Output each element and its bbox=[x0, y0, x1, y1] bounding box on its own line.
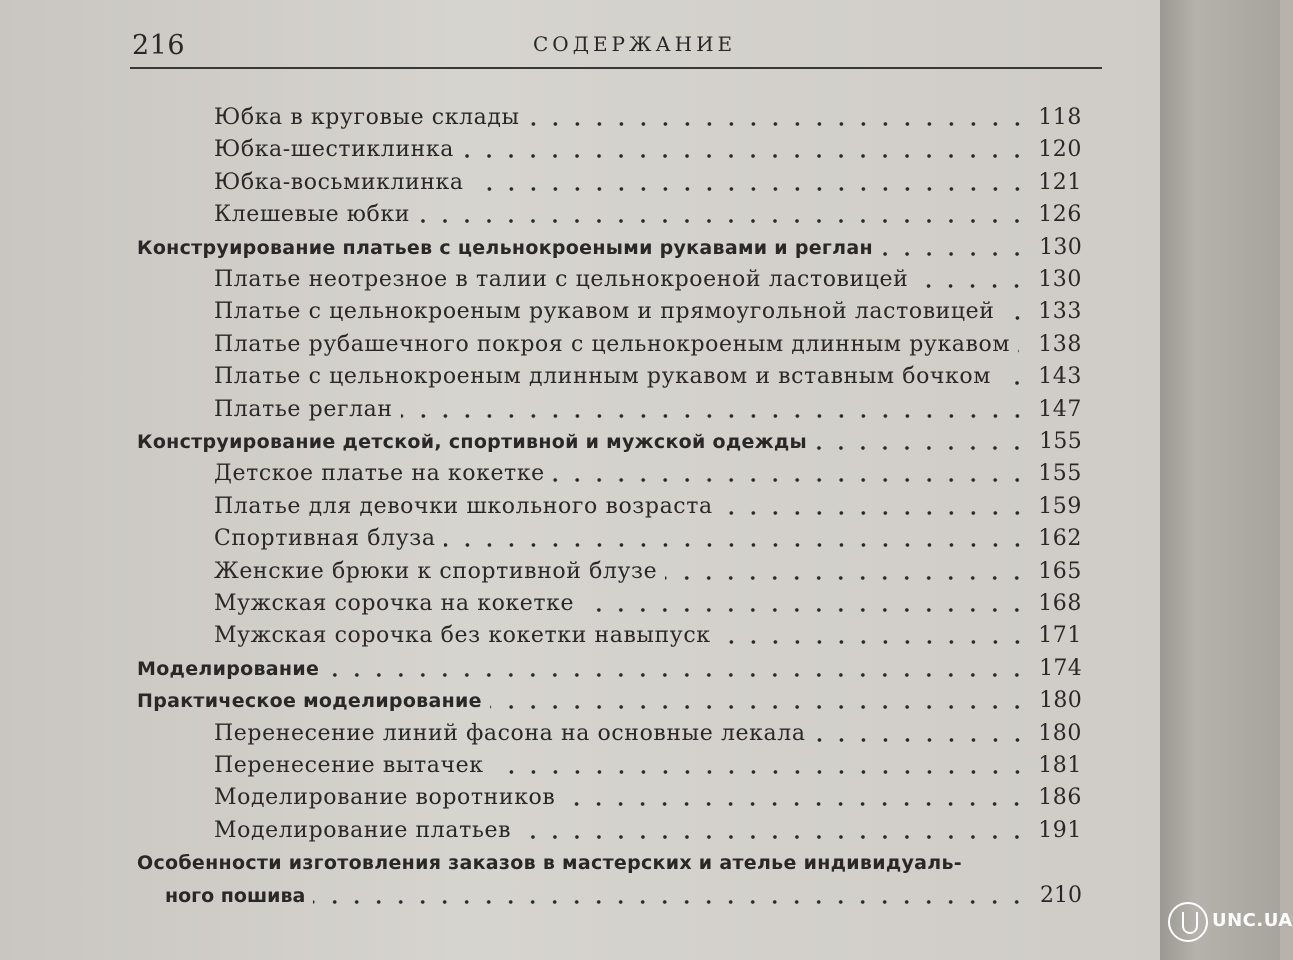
dot-leader bbox=[999, 381, 1028, 385]
toc-entry-title: Платье рубашечного покроя с цельнокроеным длинным рукавом bbox=[214, 331, 1011, 357]
toc-entry-title: Клешевые юбки bbox=[214, 202, 411, 228]
toc-entry bbox=[214, 132, 1082, 164]
toc-entry bbox=[165, 878, 1082, 910]
dot-leader bbox=[721, 511, 1028, 515]
toc-page-number: 191 bbox=[1038, 817, 1082, 843]
dot-leader bbox=[665, 576, 1028, 580]
toc-entry bbox=[214, 716, 1082, 748]
toc-entry bbox=[214, 294, 1082, 326]
toc-entry bbox=[214, 197, 1082, 229]
toc-entry-title: Моделирование платьев bbox=[214, 817, 512, 843]
dot-leader bbox=[418, 219, 1028, 223]
dot-leader bbox=[563, 802, 1028, 806]
dot-leader bbox=[553, 478, 1028, 482]
toc-entry-title: Детское платье на кокетке bbox=[214, 461, 545, 487]
toc-entry-title: Платье с цельнокроеным длинным рукавом и вставным бочком bbox=[214, 364, 991, 390]
toc-entry bbox=[214, 521, 1082, 553]
dot-leader bbox=[462, 154, 1028, 158]
toc-page-number: 121 bbox=[1038, 169, 1082, 195]
toc-entry-title: Мужская сорочка без кокетки навыпуск bbox=[214, 623, 711, 649]
header-rule bbox=[130, 67, 1102, 69]
toc-page-number: 126 bbox=[1038, 202, 1082, 228]
toc-entry bbox=[214, 780, 1082, 812]
toc-entry-title: Перенесение линий фасона на основные лекала bbox=[214, 720, 806, 746]
dot-leader bbox=[1003, 316, 1028, 320]
toc-page-number: 130 bbox=[1038, 267, 1082, 292]
toc-entry bbox=[214, 554, 1082, 586]
toc-page-number: 168 bbox=[1038, 591, 1082, 616]
toc-entry-title: Практическое моделирование bbox=[137, 690, 482, 713]
toc-entry-title: Платье с цельнокроеным рукавом и прямоугольной ластовицей bbox=[214, 299, 995, 325]
toc-page-number: 143 bbox=[1038, 364, 1082, 390]
toc-entry bbox=[214, 359, 1082, 391]
toc-entry-title: Платье для девочки школьного возраста bbox=[214, 493, 713, 519]
toc-page-number: 155 bbox=[1038, 461, 1082, 487]
running-title: СОДЕРЖАНИЕ bbox=[533, 32, 737, 56]
toc-entry-title: Моделирование воротников bbox=[214, 785, 556, 811]
book-spine bbox=[1160, 0, 1280, 960]
dot-leader bbox=[327, 673, 1028, 677]
toc-entry bbox=[214, 392, 1082, 424]
dot-leader bbox=[519, 835, 1028, 839]
toc-entry bbox=[214, 618, 1082, 650]
page-number: 216 bbox=[132, 30, 186, 61]
trident-icon bbox=[1168, 902, 1208, 942]
toc-page-number: 181 bbox=[1038, 753, 1082, 778]
toc-page-number: 174 bbox=[1039, 655, 1082, 681]
toc-entry-title: Моделирование bbox=[137, 657, 320, 680]
toc-entry-title: Платье неотрезное в талии с цельнокроеной ластовицей bbox=[214, 267, 909, 292]
toc-page-number: 147 bbox=[1038, 396, 1082, 422]
dot-leader bbox=[492, 770, 1028, 774]
toc-page-number: 138 bbox=[1038, 331, 1082, 357]
dot-leader bbox=[401, 414, 1028, 418]
toc-page-number: 155 bbox=[1039, 429, 1082, 454]
toc-section bbox=[137, 230, 1082, 262]
toc-entry-title: Особенности изготовления заказов в мастерских и ателье индивидуаль- bbox=[137, 852, 962, 875]
toc-page-number: 133 bbox=[1038, 299, 1082, 325]
toc-page-number: 159 bbox=[1038, 493, 1082, 519]
toc-entry-title: Платье реглан bbox=[214, 396, 393, 422]
toc-entry-title: Юбка в круговые склады bbox=[214, 105, 520, 130]
toc-entry bbox=[214, 748, 1082, 780]
dot-leader bbox=[582, 608, 1028, 612]
toc-entry-title: Спортивная блуза bbox=[214, 526, 436, 552]
dot-leader bbox=[444, 543, 1028, 547]
dot-leader bbox=[528, 122, 1028, 126]
toc-entry bbox=[214, 327, 1082, 359]
toc-entry bbox=[214, 456, 1082, 488]
toc-page-number: 130 bbox=[1039, 234, 1082, 260]
toc-section bbox=[137, 845, 1082, 877]
dot-leader bbox=[814, 738, 1028, 742]
dot-leader bbox=[490, 705, 1028, 709]
watermark bbox=[1168, 898, 1293, 950]
toc-entry-title: Юбка-восьмиклинка bbox=[214, 169, 464, 195]
dot-leader bbox=[719, 640, 1028, 644]
toc-entry-title: Женские брюки к спортивной блузе bbox=[214, 558, 658, 584]
toc-page-number: 180 bbox=[1039, 688, 1082, 714]
toc-section bbox=[137, 651, 1082, 683]
toc-page-number: 180 bbox=[1038, 720, 1082, 746]
toc-page-number: 118 bbox=[1038, 105, 1082, 130]
toc-page-number: 120 bbox=[1038, 137, 1082, 163]
toc-entry bbox=[214, 100, 1082, 132]
toc-entry-title: Мужская сорочка на кокетке bbox=[214, 591, 575, 616]
toc-entry bbox=[214, 262, 1082, 294]
toc-entry bbox=[214, 813, 1082, 845]
toc-page-number: 162 bbox=[1038, 526, 1082, 552]
toc-section bbox=[137, 683, 1082, 715]
dot-leader bbox=[1018, 349, 1028, 353]
toc-entry bbox=[214, 165, 1082, 197]
dot-leader bbox=[916, 284, 1028, 288]
dot-leader bbox=[815, 446, 1028, 450]
toc-entry-title: Юбка-шестиклинка bbox=[214, 137, 454, 163]
page-header bbox=[0, 0, 1160, 80]
toc-entry-title: ного пошива bbox=[165, 884, 306, 907]
toc-page-number: 186 bbox=[1038, 785, 1082, 811]
toc-entry-title: Конструирование детской, спортивной и мужской одежды bbox=[137, 431, 808, 453]
toc-page-number: 171 bbox=[1038, 623, 1082, 649]
toc-page-number: 210 bbox=[1040, 882, 1082, 908]
dot-leader bbox=[472, 187, 1028, 191]
toc-page-number: 165 bbox=[1038, 558, 1082, 584]
toc-section bbox=[137, 424, 1082, 456]
toc-entry-title: Конструирование платьев с цельнокроеными рукавами и реглан bbox=[137, 236, 873, 259]
dot-leader bbox=[313, 900, 1028, 904]
dot-leader bbox=[881, 252, 1028, 256]
watermark-text: UNC.UA bbox=[1212, 910, 1293, 931]
toc-entry-title: Перенесение вытачек bbox=[214, 753, 484, 778]
toc-entry bbox=[214, 586, 1082, 618]
toc-entry bbox=[214, 489, 1082, 521]
